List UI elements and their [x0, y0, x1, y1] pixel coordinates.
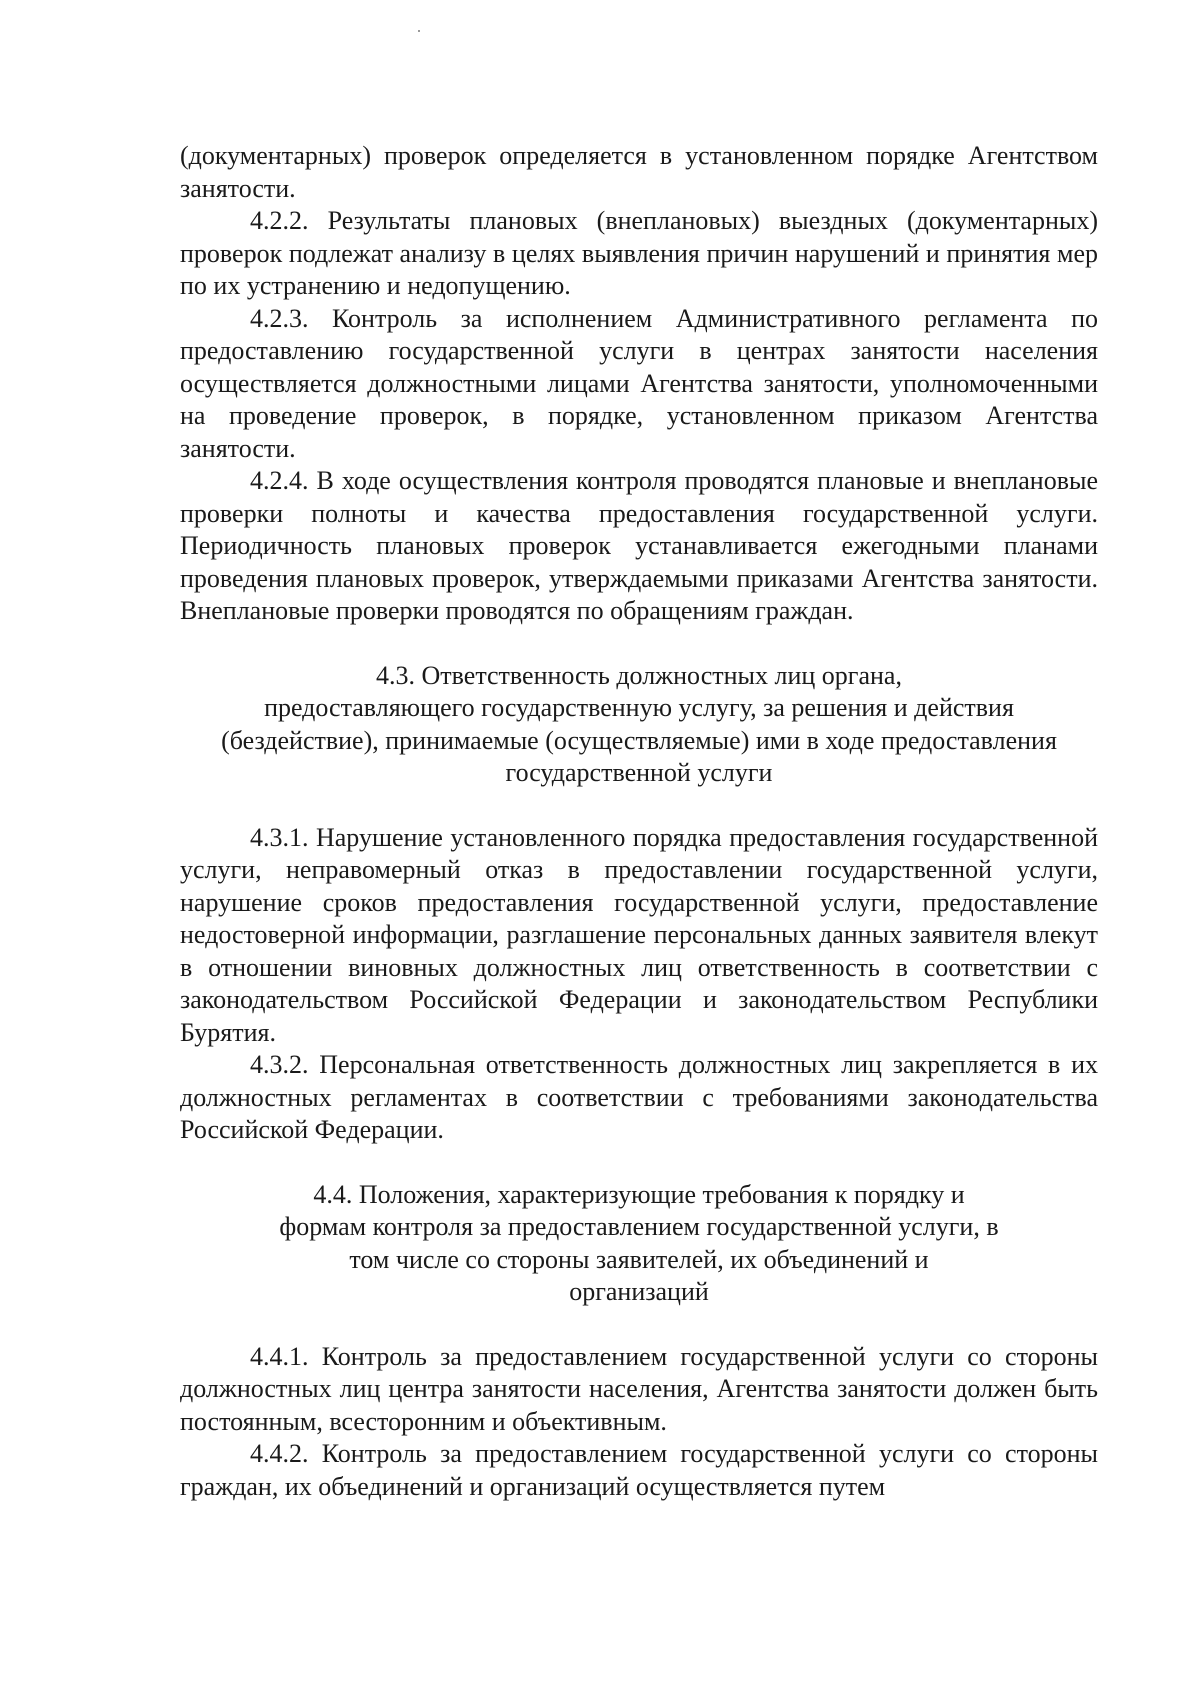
- section-heading-line: 4.4. Положения, характеризующие требования к порядку и: [313, 1179, 965, 1209]
- paragraph-4-3-2: 4.3.2. Персональная ответственность должностных лиц закрепляется в их должностных регламентах в соответствии с требованиями законодательства Российской Федерации.: [180, 1050, 1098, 1144]
- section-heading-line: 4.3. Ответственность должностных лиц органа,: [376, 660, 902, 690]
- document-body: [180, 140, 1098, 1503]
- section-heading-line: (бездействие), принимаемые (осуществляемые) ими в ходе предоставления: [221, 725, 1057, 755]
- section-heading-4-3: [180, 660, 1098, 790]
- scan-artifact-dot: [418, 30, 420, 32]
- paragraph-4-2-3: 4.2.3. Контроль за исполнением Административного регламента по предоставлению государственной услуги в центрах занятости населения осуществляется должностными лицами Агентства занятости, уполномоченными на проведение проверок, в порядке, установленном приказом Агентства занятости.: [180, 303, 1098, 463]
- section-heading-line: организаций: [569, 1277, 709, 1306]
- section-heading-line: формам контроля за предоставлением государственной услуги, в: [279, 1212, 999, 1241]
- paragraph-4-2-2: 4.2.2. Результаты плановых (внеплановых) выездных (документарных) проверок подлежат анализу в целях выявления причин нарушений и принятия мер по их устранению и недопущению.: [180, 206, 1098, 300]
- paragraph-4-4-2: 4.4.2. Контроль за предоставлением государственной услуги со стороны граждан, их объединений и организаций осуществляется путем: [180, 1439, 1098, 1501]
- paragraph-4-3-1: 4.3.1. Нарушение установленного порядка предоставления государственной услуги, неправомерный отказ в предоставлении государственной услуги, нарушение сроков предоставления государственной услуги, предоставление недостоверной информации, разглашение персональных данных заявителя влекут в отношении виновных должностных лиц ответственность в соответствии с законодательством Российской Федерации и законодательством Республики Бурятия.: [180, 822, 1098, 1047]
- paragraph-4-4-1: 4.4.1. Контроль за предоставлением государственной услуги со стороны должностных лиц центра занятости населения, Агентства занятости должен быть постоянным, всесторонним и объективным.: [180, 1341, 1098, 1436]
- section-heading-4-4: [180, 1179, 1098, 1309]
- paragraph-4-2-4: 4.2.4. В ходе осуществления контроля проводятся плановые и внеплановые проверки полноты и качества предоставления государственной услуги. Периодичность плановых проверок устанавливается ежегодными планами проведения плановых проверок, утверждаемыми приказами Агентства занятости. Внеплановые проверки проводятся по обращениям граждан.: [180, 466, 1098, 625]
- paragraph-continuation: (документарных) проверок определяется в установленном порядке Агентством занятости.: [180, 141, 1098, 203]
- section-heading-line: государственной услуги: [505, 758, 773, 787]
- section-heading-line: предоставляющего государственную услугу, за решения и действия: [264, 693, 1014, 722]
- section-heading-line: том числе со стороны заявителей, их объединений и: [349, 1244, 929, 1274]
